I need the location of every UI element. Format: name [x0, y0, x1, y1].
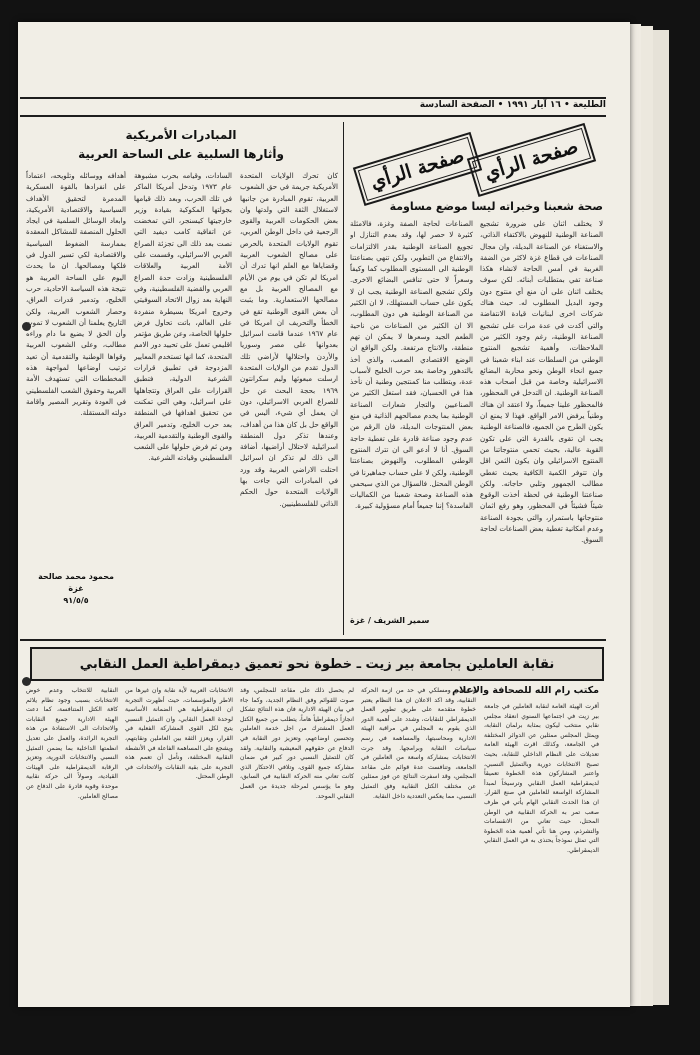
union-article-column: أقرت الهيئة العامة لنقابة العاملين في جامعة بير زيت في اجتماعها السنوي انعقاد مجلس نقابي منتخب ليكون بمثابة برلمان النقابة، ويمثل المجلس ممثلين عن الدوائر المختلفة في الجامعة، وكذلك اقرت الهيئة العامة تعديلات على النظام الداخلي للنقابة، بحيث تصبح الانتخابات دورية وبالتمثيل النسبي، واعتبر المشاركون هذه الخطوة تعميقاً لديمقراطية العمل النقابي وترسيخاً لمبدأ المشاركة الواسعة للعاملين في صنع القرار. ان هذا الحدث النقابي الهام يأتي في ظرف صعب تمر به الحركة النقابية في الوطن المحتل، حيث تعاني من الانقسامات والتشرذم، ومن هنا تأتي أهمية هذه الخطوة التي تمثل نموذجاً يحتذى به في العمل النقابي الديمقراطي.: [484, 703, 599, 854]
opinion-stamp-left: [353, 132, 482, 206]
opinion-stamp-label: صفحة الرأي: [358, 137, 477, 201]
section-rule: [20, 639, 606, 641]
union-article-subhead: مكتب رام الله للصحافة والاعلام: [452, 685, 599, 696]
union-article-column: وسياسي ومسلكي في حد من ازمة الحركة النقابية، وقد اكد الاعلان ان هذا النظام يعتبر خطوة متقدمة على طريق تطوير العمل الديمقراطي للنقابات، وشدد على أهمية الدور الذي يقوم به المجلس في مراقبة الهيئة الادارية ومحاسبتها، والمساهمة في رسم سياسات النقابة وبرامجها. وقد جرت الانتخابات بمشاركة واسعة من العاملين في الجامعة، وتنافست عدة قوائم على مقاعد المجلس، وقد اسفرت النتائج عن فوز ممثلين عن مختلف الكتل النقابية وفق التمثيل النسبي، مما يعكس التعددية داخل النقابة.: [361, 687, 476, 800]
union-article-column: النقابية للانتخاب وعدم خوض الانتخابات بسبب وجود نظام يلائم كافة الكتل المتنافسة، كما دعت الهيئة الادارية جميع النقابات والاتحادات الى الاستفادة من هذه التجربة الرائدة، والعمل على تعديل انظمتها الداخلية بما يضمن التمثيل النسبي والانتخابات الدورية، وتعزيز الرقابة الديمقراطية على الهيئات القيادية، وصولاً الى حركة نقابية موحدة وقوية قادرة على الدفاع عن مصالح العاملين.: [26, 687, 118, 800]
header-top-rule: [20, 97, 606, 99]
opinion-article-title: صحة شعبنا وخبراته ليسا موضع مساومة: [389, 200, 603, 213]
union-article-column: الانتخابات العربية لأية نقابة وان غيرها من الاطر والمؤسسات، حيث أظهرت التجربة ان الديمقراطية هي الضمانة الأساسية لوحدة العمل النقابي، وان التمثيل النسبي يتيح لكل القوى المشاركة الفعلية في القرار، ويعزز الثقة بين العاملين ونقابتهم، ويشجع على المساهمة الفاعلة في الأنشطة النقابية المختلفة، ونأمل أن تعمم هذه التجربة على بقية النقابات والاتحادات في الوطن المحتل.: [125, 687, 233, 781]
opinion-article-column: لا يختلف اثنان على ضرورة تشجيع الصناعة الوطنية للنهوض بالاكتفاء الذاتي، والاستغناء عن الصناعة البديلة، وان مجال الصناعات في قطاع غزة لاكثر من الضفة الغربية في أمس الحاجة لانشاء هكذا صناعة تفي بمتطلبات أبنائه. لكن سوف يختلف اثنان على أن منع أي منتوج دون وجود البديل المطلوب له. حيث هناك شركات اخرى لبنانيات قيادة الانتفاضة والتي أكدت في عدة مرات على تشجيع الصناعة الوطنية، رغم وجود الكثير من الملاحظات، وأهمية تشجيع المنتوج الوطني من السلطات عند ابناء شعبنا في جميع انحاء الوطن ونحو محاربة البضائع الاسرائيلية وخاصة من قبل أصحاب هذه الصناعة الوطنية. ان التدخل في المحظور، فالمحظور علينا جميعاً، ولا اعتقد ان هناك وطنياً يرفض الامر الواقع. فهذا لا يمنع ان يكون الطرح من الجميع، فالصناعة الوطنية يجب ان تقوى بالقدرة التي على تكون القوية عالية، بحيث تحمي منتوجاتنا من المنتوج الاسرائيلي وان يكون الثمن اقل وان تتوفر الكمية الكافية بحيث تغطي مطالب الجمهور وتلبي حاجاته. ولكن صناعتنا الوطنية في لحظة أخذت الوقوع شيئاً فشيئاً في المحظور، وهو رفع اثمان منتوجاتها باستمرار، والتي بجودة الصناعة وعدم امكانية تغطية بعض الصناعات لحاجة السوق.: [480, 219, 603, 545]
column-separator: [343, 122, 344, 635]
us-initiatives-column: أهدافه ووسائله وتلويحه، اعتماداً على انفرادها بالقوة العسكرية المدمرة لتحقيق الأهداف السياسية والاقتصادية الأمريكية، وابعاد الوسائل السلمية في ايجاد الحلول المنصفة للمشاكل المعقدة بممارسة الضغوط السياسية والاقتصادية لكي تسير الدول في فلكها ومصالحها. ان ما يحدث اليوم على الساحة العربية هو نتيجة هذه السياسة الاحادية، حرب الخليج، وتدمير قدرات العراق، وحصار الشعوب العربية، ولكن التاريخ يعلمنا أن الشعوب لا تموت وأن الحق لا يضيع ما دام وراءه مطالب، وعلى الشعوب العربية وقواها الوطنية والتقدمية أن تعيد ترتيب أوضاعها لمواجهة هذه المخططات التي تستهدف الأمة العربية وحقوق الشعب الفلسطيني في العودة وتقرير المصير واقامة دولته المستقلة.: [26, 171, 126, 418]
opinion-byline: سمير الشريف / غزة: [350, 616, 430, 625]
newspaper-page: [18, 22, 630, 1007]
us-initiatives-byline-name: محمود محمد صالحة: [38, 572, 114, 581]
opinion-stamp-right: [467, 123, 596, 197]
us-initiatives-title-line1: المبادرات الأمريكية: [125, 128, 237, 142]
union-article-title: نقابة العاملين بجامعة بير زيت ـ خطوة نحو تعميق ديمقراطية العمل النقابي: [79, 656, 555, 672]
union-article-column: لم يحصل ذلك على مقاعد للمجلس، وقد صوت للقوائم وفق النظام الجديد، وكما جاء في بيان الهيئة الادارية فان هذه النتائج تشكل انجازاً ديمقراطياً هاماً، يتطلب من جميع الكتل العمل المشترك من اجل خدمة العاملين وتحسين اوضاعهم، وتعزيز دور النقابة في الدفاع عن حقوقهم المعيشية والنقابية. ولقد كان للتمثيل النسبي دور كبير في ضمان مشاركة جميع القوى، وتلافي الاحتكار الذي كانت تعاني منه الحركة النقابية في السابق، وهو ما يؤسس لمرحلة جديدة من العمل النقابي الموحد.: [240, 687, 354, 800]
edition-header: الطليعة • ١٦ آيار ١٩٩١ • الصفحة السادسة: [419, 100, 606, 110]
opinion-stamp-label: صفحة الرأي: [472, 128, 591, 192]
union-article-banner: [30, 647, 604, 681]
header-bottom-rule: [20, 115, 606, 117]
us-initiatives-column: السادات، وقيامه بحرب مشبوهة عام ١٩٧٣ وتدخل أمريكا الماكر في تلك الحرب، وبعد ذلك قيامها بجولتها المكوكية بقيادة وزير خارجيتها كيسنجر، التي تمخضت عن اتفاقية كامب ديفيد التي نصت بعد ذلك الى تجزئة الصراع العربي الاسرائيلي، وقسمت على الأمة العربية والعلاقات الفلسطينية وزادت حدة الصراع العربي والقضية الفلسطينية، وفي النهاية بعد زوال الاتحاد السوفيتي وخروج امريكا بسيطرة منفردة على العالم، باتت تحاول فرض حلولها الخاصة، وعن طريق مؤتمر اقليمي تعمل على تحييد دور الامم المتحدة، كما انها تستخدم المعايير المزدوجة في تطبيق قرارات الشرعية الدولية، فتطبق القرارات على العراق وتتجاهلها على اسرائيل، وهي التي تمكنت من تحقيق اهدافها في المنطقة بعد حرب الخليج، وتدمير العراق والقوى الوطنية والتقدمية العربية، ومن ثم فرض حلولها على الشعب الفلسطيني وقيادته الشرعية.: [134, 171, 232, 463]
us-initiatives-byline-date: ٩١/٥/٥: [63, 596, 89, 605]
opinion-article-column: الصناعات لحاجة الصفة وغزة، فالامثلة كثيرة لا حصر لها، وقد بعدم التنازل او تجويع الصناعة الوطنية بقدر الالتزامات والانتفاع من التطوير، ولكن تنهي بصناعتنا الوطنية الى المستوى المطلوب كما وكيفاً وسعراً لا حتى تنافس البضائع الاخرى. ولكن تشجيع الصناعة الوطنية يجب ان لا يكون على حساب المستهلك، لا ان الكثير من الصناعة الوطنية هي دون المطلوب، الا ان الكثير من الصناعات من ناحية الطعم الجيد وسعرها لا يمكن ان تهم منطقة، والانتاج مرتفعة. ولكن الواقع ان الوضع الاقتصادي الصعب، والذي أخذ بالتدهور وخاصة بعد حرب الخليج لأسباب عدة، ويتطلب منا كمنتجين وطنية أن نأخذ هذا في الحسبان، فقد استغل الكثير من الصناعيين والتجار شعارات الصناعة الوطنية بما يخدم مصالحهم الذاتية في منع بعض المنتوجات البديلة، فان الرقم من عدم وجود صناعة قادرة على تغطية حاجة السوق. أنا لا أدعو الى ان تترك المنتوج الوطني المطلوب، والنهوض بصناعتنا الوطنية، ولكن لا على حساب جماهيرنا في الوطن المحتل. فالسؤال من الذي سيحمي هذه الصناعة وصحة شعبنا من الكماليات الفاسدة؟ إننا جميعاً أمام مسؤولية كبيرة.: [350, 219, 473, 511]
us-initiatives-title-line2: وأثارها السلبية على الساحة العربية: [78, 147, 284, 161]
us-initiatives-byline-place: غزة: [68, 584, 84, 593]
us-initiatives-column: كان تحرك الولايات المتحدة الأمريكية جريمة في حق الشعوب العربية، تقوم المبادرة من جانبها لاستغلال الثقة التي ولدتها وان بعض الحكومات العربية والقوى الرجعية في داخل الوطن العربي، تقوم الولايات المتحدة بالحرص على مصالح الشعوب العربية وقضاياها مع العلم انها تدرك أن امريكا لم تكن في يوم من الأيام مع المصالح العربية بل مع مصالحها الاستعمارية. وما يثبت أن بعض القوى الوطنية تقع في الخطأ والتحريف ان امريكا في عام ١٩٦٧ عندما قامت اسرائيل بعدوانها على مصر وسوريا والأردن واحتلالها لأراضي تلك الدول تقدم من الولايات المتحدة ارسلت مبعوثها وليم سكرانتون ١٩٦٩ بحجة البحث عن حل للصراع العربي الاسرائيلي، دون ان يعمل أي شيء، أليس في الواقع حل بل كان هذا من أهداف، وعندها تذكر دول المنطقة اسرائيلية لاحتلال أراضيها، أضافة الى ذلك لم تذكر ان اسرائيل احتلت الاراضي العربية وقد ورد في المبادرات التي جاءت بها الولايات المتحدة حول الحكم الذاتي للفلسطينيين.: [240, 171, 338, 508]
